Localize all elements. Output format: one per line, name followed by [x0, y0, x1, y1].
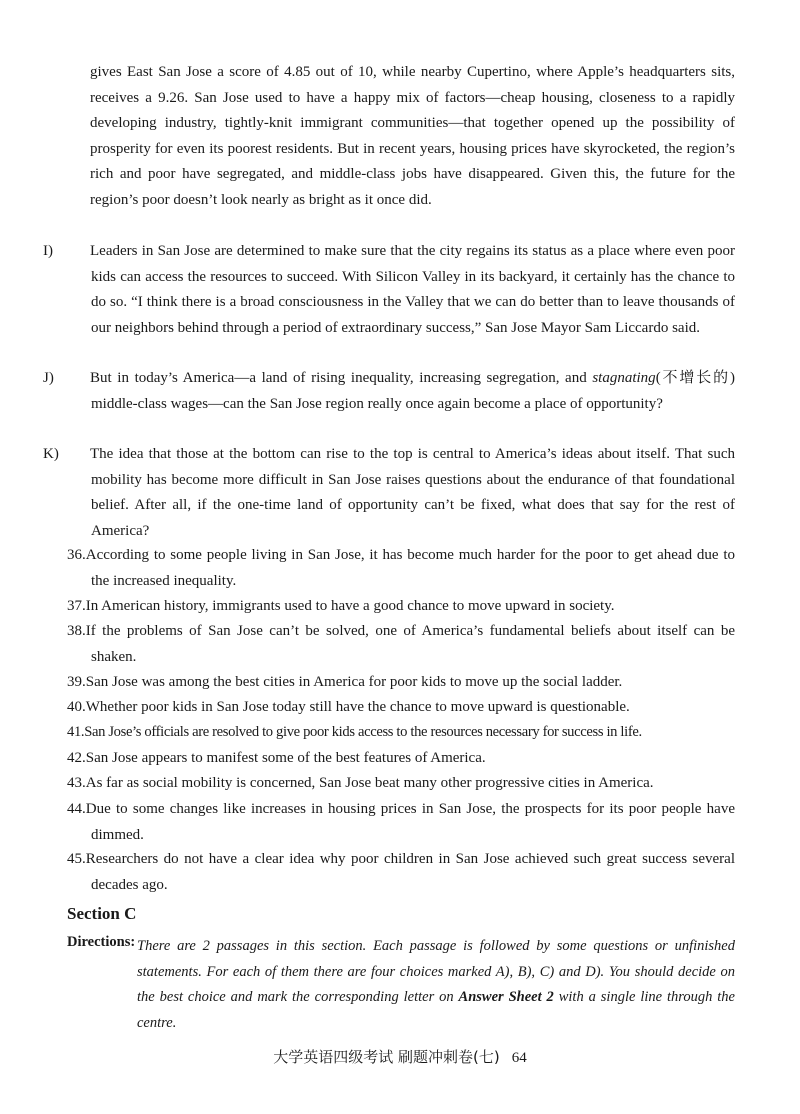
- page-number: 64: [511, 1050, 527, 1066]
- question-41: [67, 720, 735, 746]
- question-45: [67, 847, 735, 898]
- question-number: 37.: [67, 598, 86, 614]
- paragraph-label: I): [43, 243, 53, 259]
- question-40: [67, 695, 735, 721]
- question-36: [67, 543, 735, 594]
- question-44: [67, 797, 735, 848]
- page-footer: [0, 1046, 800, 1067]
- directions-label: Directions:: [67, 934, 136, 950]
- question-number: 45.: [67, 851, 86, 867]
- question-number: 41.: [67, 724, 85, 740]
- passage-continuation: gives East San Jose a score of 4.85 out of 10, while nearby Cupertino, where Apple’s headquarters sits, receives a 9.26. San Jose used to have a happy mix of factors—cheap housing, closeness to a rapidly developing industry, tightly-knit immigrant communities—that together opened up the possibility of prosperity for even its poorest residents. But in recent years, housing prices have skyrocketed, the region’s rich and poor have segregated, and middle-class jobs have disappeared. Given this, the future for the region’s poor doesn’t look nearly as bright as it once did.: [90, 64, 735, 208]
- question-text: Whether poor kids in San Jose today still have the chance to move upward is questionable.: [85, 699, 630, 715]
- directions-answer-sheet: Answer Sheet 2: [458, 989, 554, 1005]
- question-text: As far as social mobility is concerned, San Jose beat many other progressive cities in America.: [85, 775, 654, 791]
- section-title: Section C: [67, 904, 137, 923]
- directions-part1: There are 2 passages in this section. Each passage is followed by some questions or unfinished statements. For each of them there are four choices marked A), B), C) and D). You should decide on the best choice and mark the corresponding letter on: [137, 938, 735, 1005]
- question-number: 44.: [67, 801, 86, 817]
- question-text: Researchers do not have a clear idea why poor children in San Jose achieved such great success several decades ago.: [85, 851, 735, 893]
- question-number: 39.: [67, 674, 86, 690]
- directions-text: [137, 934, 735, 1036]
- paragraph-label: J): [43, 370, 54, 386]
- question-text: Due to some changes like increases in housing prices in San Jose, the prospects for its poor people have dimmed.: [85, 801, 735, 843]
- question-text: San Jose appears to manifest some of the best features of America.: [85, 750, 486, 766]
- paragraph-italic-word: stagnating: [592, 370, 656, 386]
- paragraph-text-cont: (不增长的) middle-class wages—can the San Jose region really once again become a place of opportunity?: [91, 370, 735, 412]
- paragraph-text: But in today’s America—a land of rising inequality, increasing segregation, and: [90, 370, 593, 386]
- directions-part2: with a single line through the centre.: [137, 989, 735, 1031]
- paragraph-j: [43, 366, 735, 417]
- question-number: 40.: [67, 699, 86, 715]
- question-number: 36.: [67, 547, 86, 563]
- paragraph-k: [43, 442, 735, 544]
- question-number: 43.: [67, 775, 86, 791]
- paragraph-text: Leaders in San Jose are determined to make sure that the city regains its status as a place where even poor kids can access the resources to succeed. With Silicon Valley in its backyard, it certainly has the chance to do so. “I think there is a broad consciousness in the Valley that we can do better than to leave thousands of our neighbors behind through a period of extraordinary success,” San Jose Mayor Sam Liccardo said.: [90, 243, 735, 336]
- question-text: If the problems of San Jose can’t be solved, one of America’s fundamental beliefs about itself can be shaken.: [85, 623, 735, 665]
- question-text: San Jose’s officials are resolved to give poor kids access to the resources necessary for success in life.: [84, 724, 642, 740]
- question-number: 38.: [67, 623, 86, 639]
- paragraph-text: The idea that those at the bottom can rise to the top is central to America’s ideas about itself. That such mobility has become more difficult in San Jose raises questions about the endurance of that foundational belief. After all, if the one-time land of opportunity can’t be fixed, what does that say for the rest of America?: [90, 446, 735, 539]
- question-42: [67, 746, 735, 772]
- question-text: In American history, immigrants used to have a good chance to move upward in society.: [85, 598, 615, 614]
- question-37: [67, 594, 735, 620]
- question-38: [67, 619, 735, 670]
- question-43: [67, 771, 735, 797]
- paragraph-label: K): [43, 446, 59, 462]
- question-39: [67, 670, 735, 696]
- paragraph-i: [43, 239, 735, 341]
- question-text: According to some people living in San Jose, it has become much harder for the poor to get ahead due to the increased inequality.: [85, 547, 735, 589]
- footer-title: 大学英语四级考试 刷题冲刺卷(七): [273, 1048, 500, 1066]
- question-number: 42.: [67, 750, 86, 766]
- question-text: San Jose was among the best cities in America for poor kids to move up the social ladder.: [85, 674, 623, 690]
